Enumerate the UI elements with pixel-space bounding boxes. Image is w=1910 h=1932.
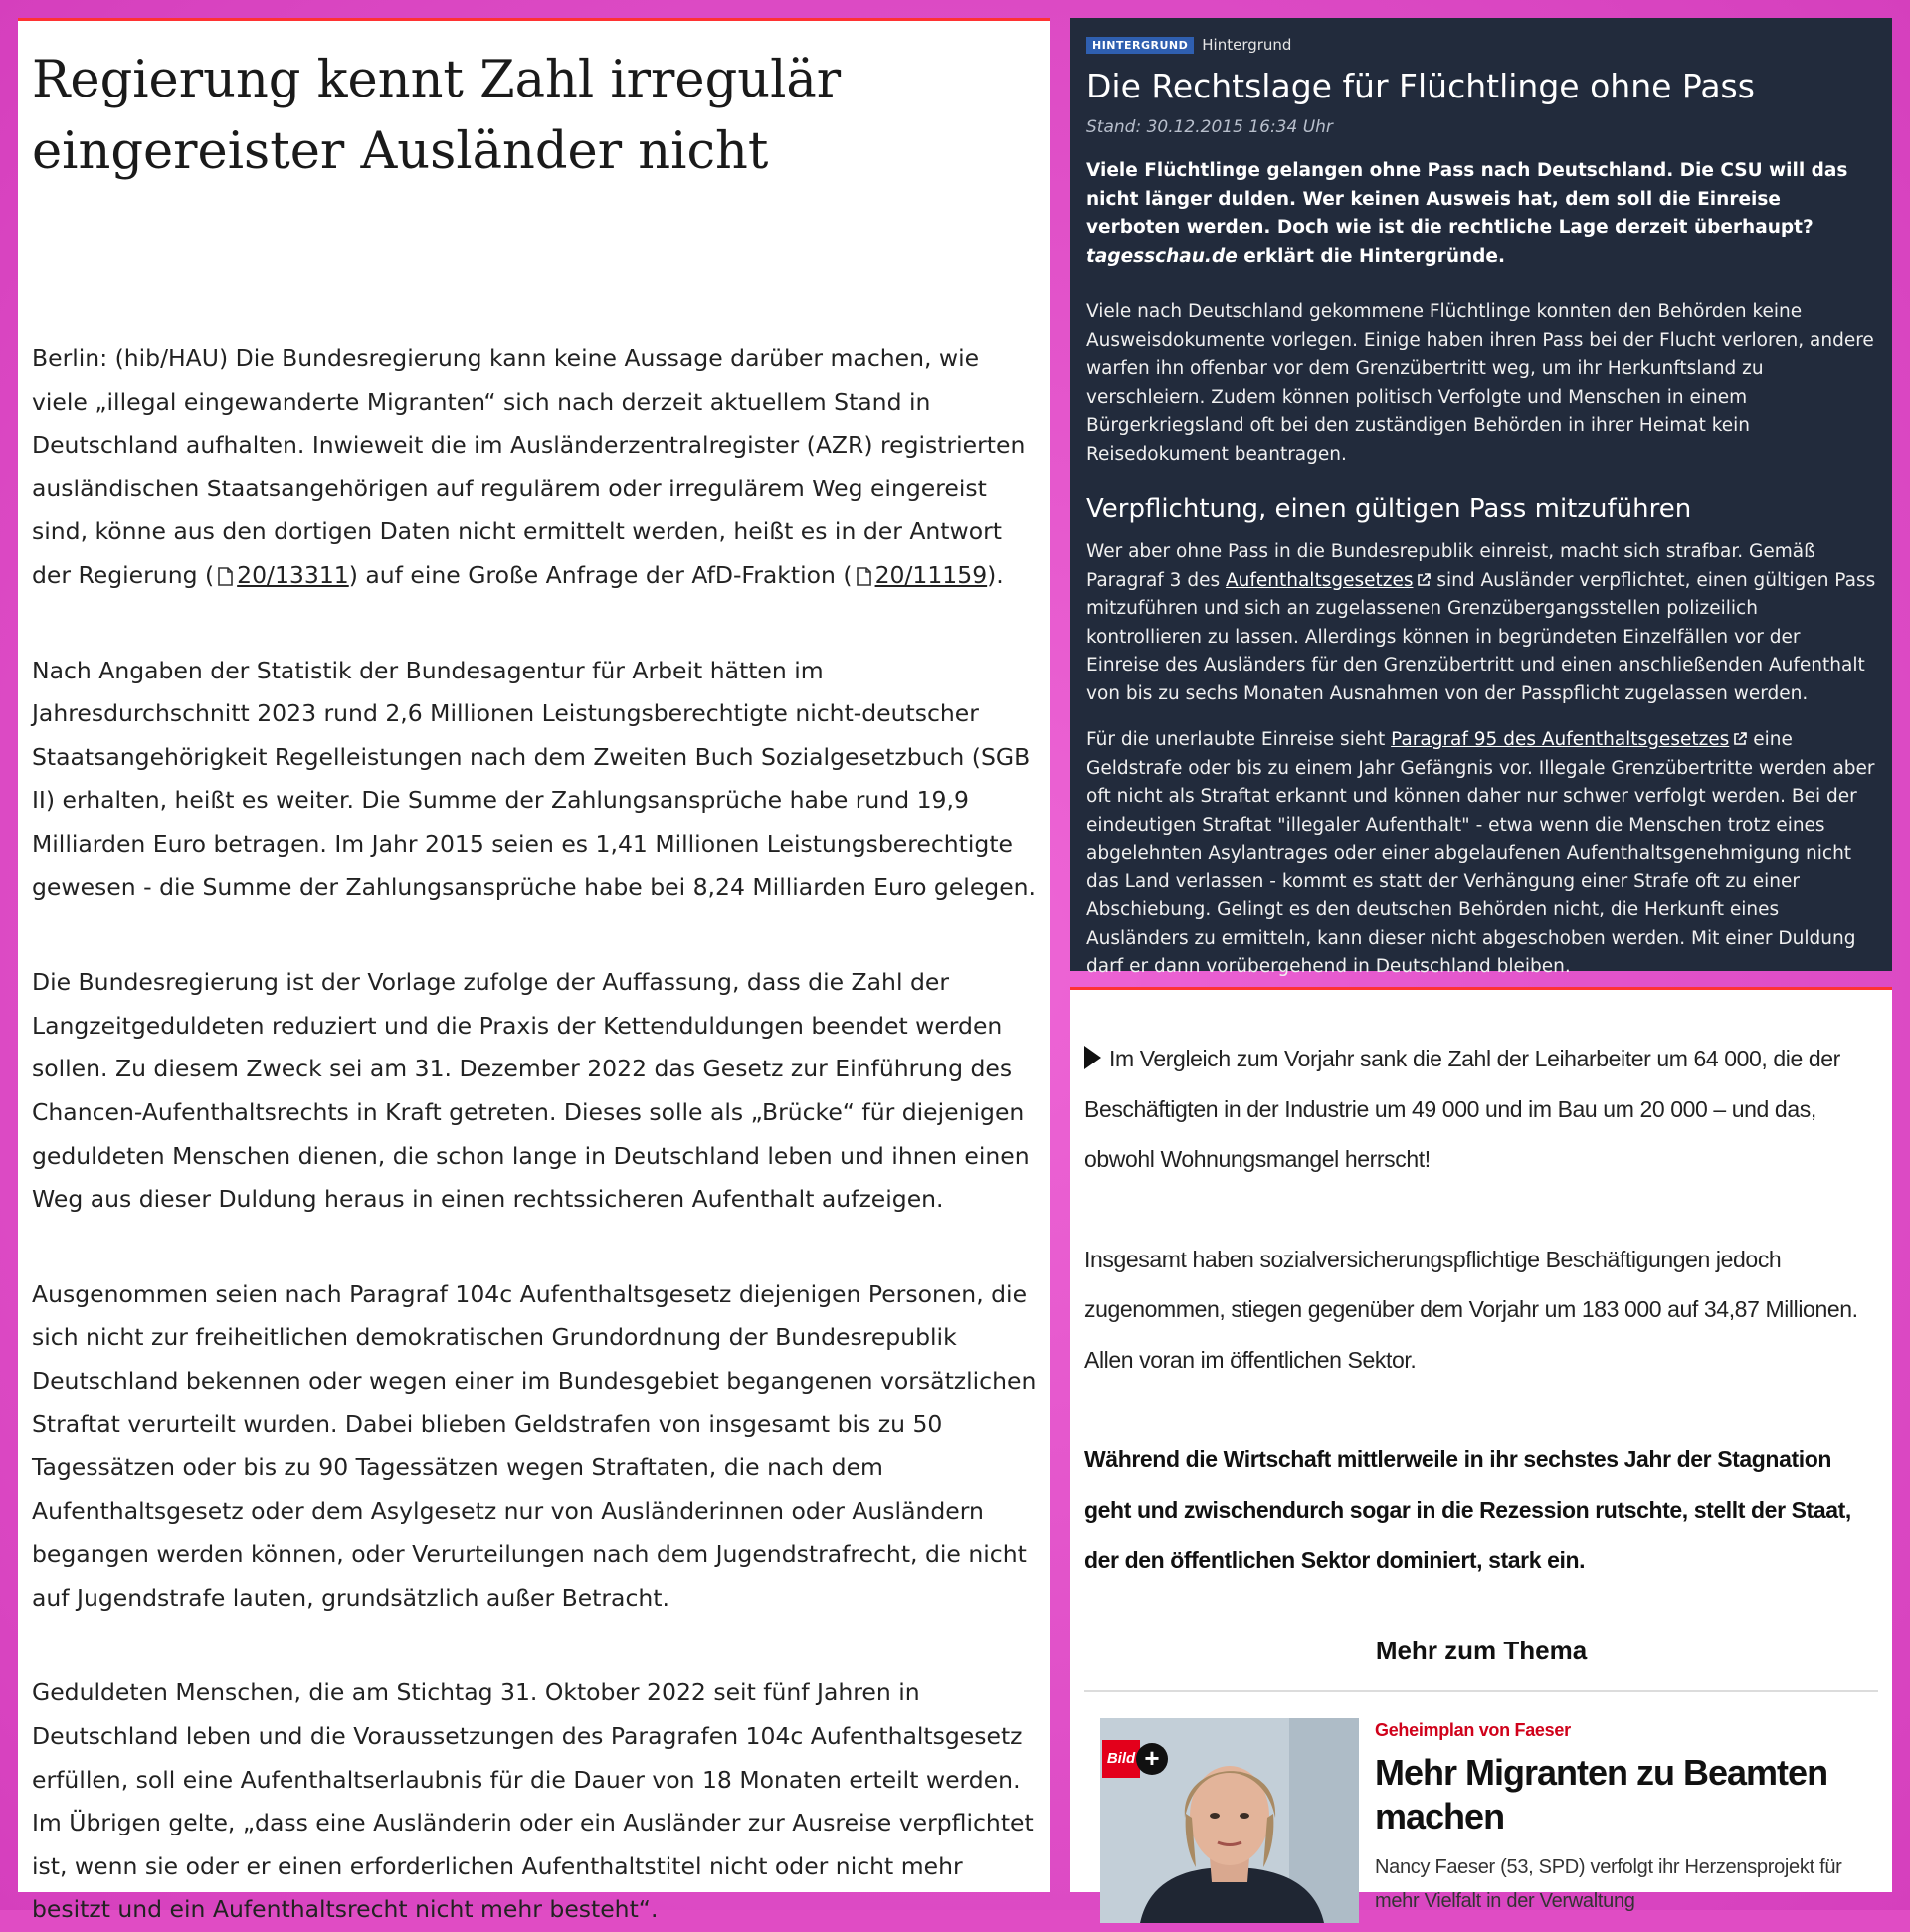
bild-paragraph-3: Während die Wirtschaft mittlerweile in ihr sechstes Jahr der Stagnation geht und zwischendurch sogar in die Rezession rutschte, stellt der Staat, der den öffentlichen Sektor dominiert, stark ein. [1084, 1447, 1851, 1573]
drucksache-link-11159[interactable]: 20/11159 [874, 560, 988, 589]
divider [1084, 1690, 1878, 1692]
tagesschau-article-panel [1070, 18, 1892, 977]
document-icon [857, 567, 871, 586]
category-label: Hintergrund [1202, 36, 1292, 54]
bundestag-article-panel [18, 18, 1050, 1924]
tagesschau-paragraph-3: Für die unerlaubte Einreise sieht Paragraf 95 des Aufenthaltsgesetzes eine Geldstrafe oder bis zu einem Jahr Gefängnis vor. Illegale Grenzübertritte werden aber oft nicht als Straftat erkannt und können daher nur schwer verfolgt werden. Bei der eindeutigen Straftat "illegaler Aufenthalt" - etwa wenn die Menschen trotz eines abgelehnten Asylantrages oder einer abgelaufenen Aufenthaltsgenehmigung nicht das Land verlassen - kommt es statt der Verhängung einer Strafe oft zu einer Abschiebung. Gelingt es den deutschen Behörden nicht, die Herkunft eines Ausländers zu ermitteln, kann dieser nicht abgeschoben werden. Mit einer Duldung darf er dann vorübergehend in Deutschland bleiben. [1086, 729, 1875, 977]
more-on-topic-heading: Mehr zum Thema [1375, 1635, 1588, 1665]
document-icon [218, 567, 233, 586]
aufenthaltsgesetz-link[interactable]: Aufenthaltsgesetzes [1225, 569, 1414, 591]
category-badge: HINTERGRUND [1086, 37, 1194, 54]
teaser-photo[interactable] [1100, 1718, 1359, 1923]
teaser-headline[interactable]: Mehr Migranten zu Beamten machen [1375, 1751, 1828, 1836]
bild-logo: Bild [1102, 1740, 1140, 1778]
paragraf-95-link[interactable]: Paragraf 95 des Aufenthaltsgesetzes [1391, 729, 1730, 750]
tagesschau-paragraph-1: Viele nach Deutschland gekommene Flüchtlinge konnten den Behörden keine Ausweisdokumente vorlegen. Einige haben ihren Pass bei der Flucht verloren, andere warfen ihn offenbar vor dem Grenzübertritt weg, um ihr Herkunftsland zu verschleiern. Zudem können politisch Verfolgte und Menschen in einem Bürgerkriegsland oft bei den zuständigen Behörden in ihrer Heimat kein Reisedokument beantragen. [1086, 301, 1874, 465]
play-triangle-icon [1084, 1046, 1101, 1069]
article-paragraph-2: Nach Angaben der Statistik der Bundesagentur für Arbeit hätten im Jahresdurchschnitt 2023 rund 2,6 Millionen Leistungsberechtigte nicht-deutscher Staatsangehörigkeit Regelleistungen nach dem Zweiten Buch Sozialgesetzbuch (SGB II) erhalten, heißt es weiter. Die Summe der Zahlungsansprüche habe rund 19,9 Milliarden Euro betragen. Im Jahr 2015 seien es 1,41 Millionen Leistungsberechtigte gewesen - die Summe der Zahlungsansprüche habe bei 8,24 Milliarden Euro gelegen. [32, 656, 1037, 901]
source-name: tagesschau.de [1086, 245, 1238, 267]
tagesschau-title: Die Rechtslage für Flüchtlinge ohne Pass [1086, 67, 1755, 105]
category-row [1086, 34, 1876, 56]
timestamp: Stand: 30.12.2015 16:34 Uhr [1086, 117, 1333, 137]
related-article-teaser[interactable] [1084, 1718, 1878, 1923]
teaser-subline: Nancy Faeser (53, SPD) verfolgt ihr Herzensprojekt für mehr Vielfalt in der Verwaltung [1375, 1855, 1842, 1912]
drucksache-link-13311[interactable]: 20/13311 [237, 560, 349, 589]
article-paragraph-4: Ausgenommen seien nach Paragraf 104c Aufenthaltsgesetz diejenigen Personen, die sich nicht zur freiheitlichen demokratischen Grundordnung der Bundesrepublik Deutschland bekennen oder wegen einer im Bundesgebiet begangenen vorsätzlichen Straftat verurteilt wurden. Dabei blieben Geldstrafen von insgesamt bis zu 50 Tagessätzen oder bis zu 90 Tagessätzen wegen Straftaten, die nach dem Aufenthaltsgesetz oder dem Asylgesetz nur von Ausländerinnen oder Ausländern begangen werden können, oder Verurteilungen nach dem Jugendstrafrecht, die nicht auf Jugendstrafe lauten, grundsätzlich außer Betracht. [32, 1279, 1037, 1612]
article-paragraph-3: Die Bundesregierung ist der Vorlage zufolge der Auffassung, dass die Zahl der Langzeitgeduldeten reduziert und die Praxis der Kettenduldungen beendet werden sollen. Zu diesem Zweck sei am 31. Dezember 2022 das Gesetz zur Einführung des Chancen-Aufenthaltsrechts in Kraft getreten. Dieses solle als „Brücke“ für diejenigen geduldeten Menschen dienen, die schon lange in Deutschland leben und ihnen einen Weg aus dieser Duldung heraus in einen rechtssicheren Aufenthalt aufzeigen. [32, 968, 1030, 1214]
bild-paragraph-2: Insgesamt haben sozialversicherungspflichtige Beschäftigungen jedoch zugenommen, stiegen gegenüber dem Vorjahr um 183 000 auf 34,87 Millionen. Allen voran im öffentlichen Sektor. [1084, 1246, 1858, 1373]
external-link-icon [1733, 732, 1747, 746]
tagesschau-paragraph-2: Wer aber ohne Pass in die Bundesrepublik einreist, macht sich strafbar. Gemäß Paragraf 3 des Aufenthaltsgesetzes sind Ausländer verpflichtet, einen gültigen Pass mitzuführen und sich an zugelassenen Grenzübergangsstellen polizeilich kontrollieren zu lassen. Allerdings können in begründeten Einzelfällen vor der Einreise des Ausländers für den Grenzübertritt und einen anschließenden Aufenthalt von bis zu sechs Monaten Ausnahmen von der Passpflicht zugelassen werden. [1086, 541, 1876, 704]
teaser-kicker[interactable]: Geheimplan von Faeser [1375, 1719, 1571, 1740]
bildplus-plus-icon: + [1136, 1743, 1168, 1775]
subheading: Verpflichtung, einen gültigen Pass mitzuführen [1086, 494, 1692, 524]
article-paragraph-1: Berlin: (hib/HAU) Die Bundesregierung kann keine Aussage darüber machen, wie viele „illegal eingewanderte Migranten“ sich nach derzeit aktuellem Stand in Deutschland aufhalten. Inwieweit die im Ausländerzentralregister (AZR) registrierten ausländischen Staatsangehörigen auf regulärem oder irregulärem Weg eingereist sind, könne aus den dortigen Daten nicht ermittelt werden, heißt es in der Antwort der Regierung ( 20/13311) auf eine Große Anfrage der AfD-Fraktion ( 20/11159). [32, 344, 1026, 589]
lead-paragraph: Viele Flüchtlinge gelangen ohne Pass nach Deutschland. Die CSU will das nicht länger dulden. Wer keinen Ausweis hat, dem soll die Einreise verboten werden. Doch wie ist die rechtliche Lage derzeit überhaupt? tagesschau.de erklärt die Hintergründe. [1086, 160, 1848, 267]
article-paragraph-5: Geduldeten Menschen, die am Stichtag 31. Oktober 2022 seit fünf Jahren in Deutschland leben und die Voraussetzungen des Paragrafen 104c Aufenthaltsgesetz erfüllen, soll eine Aufenthaltserlaubnis für die Dauer von 18 Monaten erteilt werden. Im Übrigen gelte, „dass eine Ausländerin oder ein Ausländer zur Ausreise verpflichtet ist, wenn sie oder er einen erforderlichen Aufenthaltstitel nicht oder nicht mehr besitzt und ein Aufenthaltsrecht nicht mehr besteht“. [32, 1678, 1034, 1924]
teaser-text [1375, 1718, 1878, 1923]
bild-article-panel [1070, 987, 1892, 1912]
bild-paragraph-1: Im Vergleich zum Vorjahr sank die Zahl der Leiharbeiter um 64 000, die der Beschäftigten in der Industrie um 49 000 und im Bau um 20 000 – und das, obwohl Wohnungsmangel herrscht! [1084, 1046, 1840, 1172]
article-title: Regierung kennt Zahl irregulär eingereister Ausländer nicht [32, 51, 842, 181]
external-link-icon [1417, 573, 1431, 587]
